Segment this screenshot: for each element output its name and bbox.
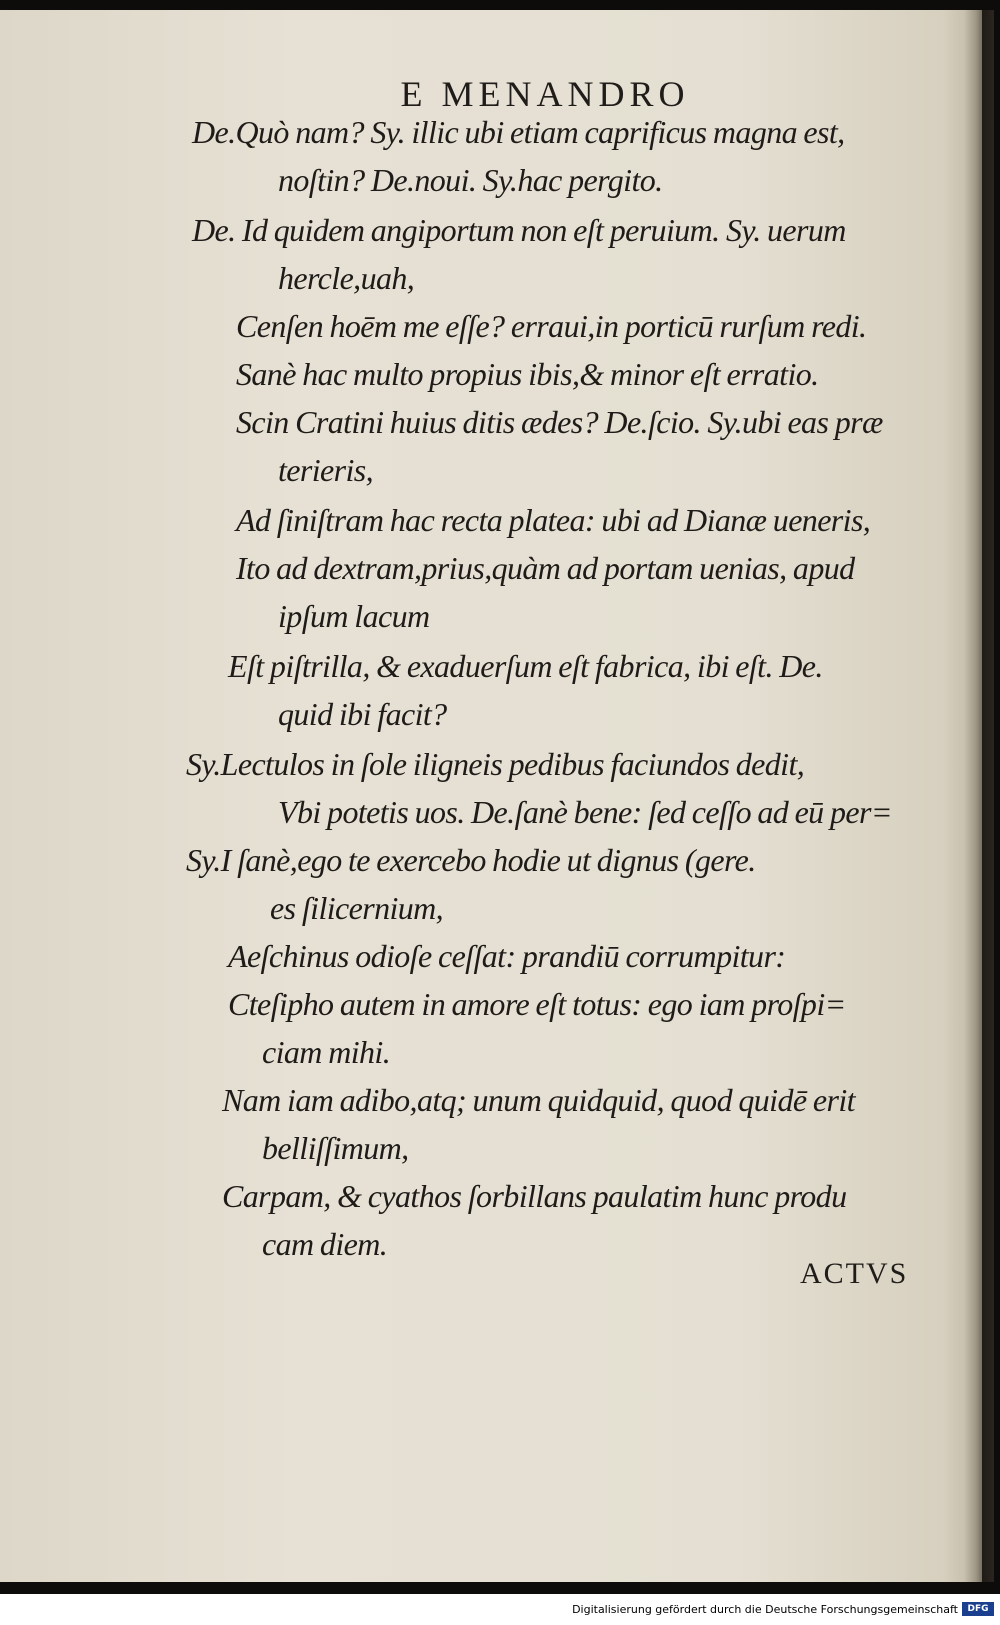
- text-line: noſtin? De.noui. Sy.hac pergito.: [278, 162, 663, 198]
- text-line: ciam mihi.: [262, 1034, 391, 1070]
- digitization-footer: [0, 1594, 1000, 1625]
- dfg-logo-icon: DFG: [962, 1602, 994, 1616]
- page-edge-shadow: [964, 10, 994, 1582]
- text-line: terieris,: [278, 452, 374, 488]
- text-line: belliſſimum,: [262, 1130, 409, 1166]
- text-line: quid ibi facit?: [278, 696, 447, 732]
- text-line: Nam iam adibo,atq; unum quidquid, quod quidē erit: [222, 1082, 855, 1118]
- text-line: Sy.Lectulos in ſole iligneis pedibus faciundos dedit,: [186, 746, 805, 782]
- text-line: Cteſipho autem in amore eſt totus: ego iam proſpi=: [228, 986, 846, 1022]
- text-line: Eſt piſtrilla, & exaduerſum eſt fabrica, ibi eſt. De.: [228, 648, 823, 684]
- text-line: Aeſchinus odioſe ceſſat: prandiū corrumpitur:: [228, 938, 786, 974]
- running-header: E MENANDRO: [400, 74, 690, 114]
- text-line: Sanè hac multo propius ibis,& minor eſt erratio.: [236, 356, 819, 392]
- catchword: ACTVS: [800, 1257, 909, 1290]
- text-line: Vbi potetis uos. De.ſanè bene: ſed ceſſo ad eū per=: [278, 794, 892, 830]
- text-line: Ito ad dextram,prius,quàm ad portam uenias, apud: [236, 550, 855, 586]
- text-line: De.Quò nam? Sy. illic ubi etiam caprificus magna est,: [192, 114, 845, 150]
- footer-credit: Digitalisierung gefördert durch die Deutsche Forschungsgemeinschaft: [572, 1603, 958, 1616]
- text-line: es ſilicernium,: [270, 890, 444, 926]
- text-line: Scin Cratini huius ditis ædes? De.ſcio. Sy.ubi eas præ: [236, 404, 883, 440]
- text-line: cam diem.: [262, 1226, 388, 1262]
- text-line: hercle,uah,: [278, 260, 415, 296]
- text-line: Sy.I ſanè,ego te exercebo hodie ut dignus (gere.: [186, 842, 756, 878]
- text-line: Ad ſiniſtram hac recta platea: ubi ad Dianæ ueneris,: [236, 502, 871, 538]
- text-line: Carpam, & cyathos ſorbillans paulatim hunc produ: [222, 1178, 847, 1214]
- text-line: ipſum lacum: [278, 598, 430, 634]
- text-line: De. Id quidem angiportum non eſt peruium. Sy. uerum: [192, 212, 846, 248]
- text-line: Cenſen hoēm me eſſe? erraui,in porticū rurſum redi.: [236, 308, 867, 344]
